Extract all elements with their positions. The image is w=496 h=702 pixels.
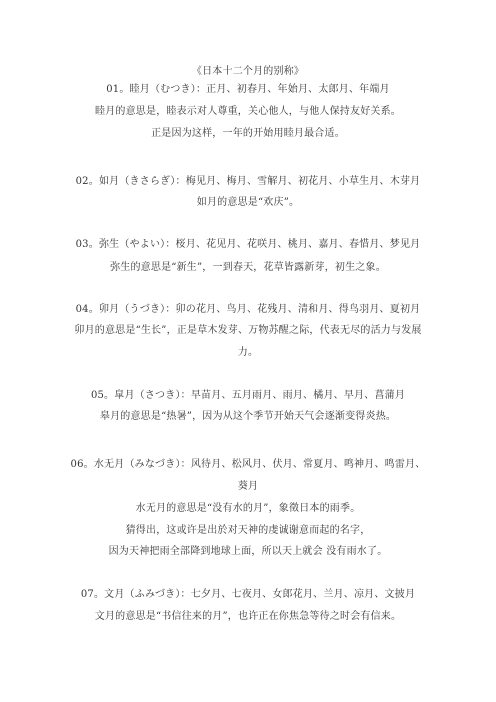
month-heading-6: 06。水无月（みなづき）：风待月、松风月、伏月、常夏月、鸣神月、鸣雷月、 <box>70 459 426 470</box>
month-heading-4: 04。卯月（うづき）：卯の花月、鸟月、花残月、清和月、得鸟羽月、夏初月 <box>75 304 421 315</box>
month-heading-3: 03。弥生（やよい）：桜月、花见月、花咲月、桃月、嘉月、春惜月、梦见月 <box>75 239 421 250</box>
month-heading-1: 01。睦月（むつき）：正月、初春月、年始月、太郎月、年端月 <box>106 84 390 95</box>
document-title: 《日本十二个月的别称》 <box>191 66 305 77</box>
month-heading-7: 07。文月（ふみづき）：七夕月、七夜月、女郎花月、兰月、凉月、文披月 <box>80 589 416 600</box>
month-heading-2: 02。如月（きさらぎ）：梅见月、梅月、雪解月、初花月、小草生月、木芽月 <box>75 176 421 187</box>
month-text-1-2: 正是因为这样，一年的开始用睦月最合适。 <box>151 128 345 139</box>
month-text-3-1: 弥生的意思是“新生”，一到春天，花草皆露新芽，初生之象。 <box>110 262 386 273</box>
month-text-6-1: 葵月 <box>237 481 259 492</box>
month-text-6-2: 水无月的意思是“没有水的月”，象徵日本的雨季。 <box>135 503 361 514</box>
month-text-1-1: 睦月的意思是，睦表示对人尊重，关心他人，与他人保持友好关系。 <box>95 106 401 117</box>
month-text-2-1: 如月的意思是“欢庆”。 <box>196 197 300 208</box>
month-text-5-1: 皋月的意思是“热暑”，因为从这个季节开始天气会逐渐变得炎热。 <box>99 411 397 422</box>
month-text-7-1: 文月的意思是“书信往来的月”，也许正在你焦急等待之时会有信来。 <box>94 611 402 622</box>
month-text-4-2: 力。 <box>237 347 259 358</box>
month-text-6-4: 因为天神把雨全部降到地球上面，所以天上就会 没有雨水了。 <box>108 546 388 557</box>
month-heading-5: 05。皐月（さつき）：早苗月、五月雨月、雨月、橘月、早月、菖蒲月 <box>90 390 406 401</box>
month-text-4-1: 卯月的意思是“生长”，正是草木发芽、万物苏醒之际，代表无尽的活力与发展 <box>74 325 422 336</box>
month-text-6-3: 猜得出，这或许是出於对天神的虔诚谢意而起的名字， <box>125 525 371 536</box>
